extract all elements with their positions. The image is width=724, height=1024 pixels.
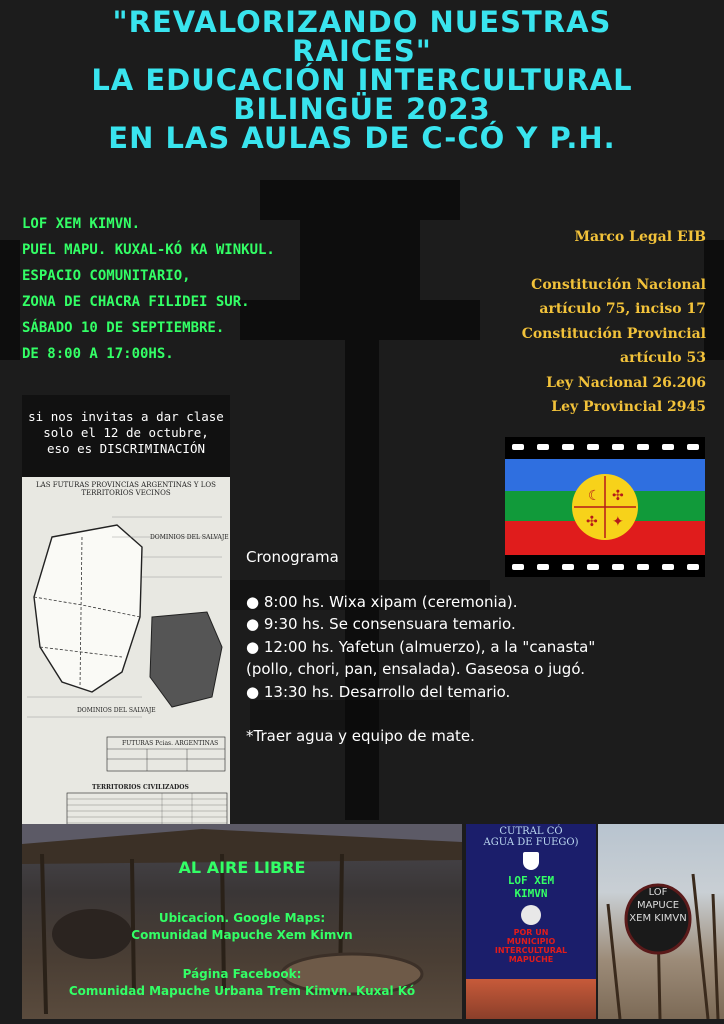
shield-icon bbox=[523, 852, 539, 870]
legal-heading: Marco Legal EIB bbox=[574, 229, 706, 245]
facebook-label: Página Facebook: bbox=[182, 967, 302, 981]
sign-line: XEM KIMVN bbox=[629, 913, 687, 924]
schedule-item: ● 13:30 hs. Desarrollo del temario. bbox=[246, 682, 511, 701]
poster-line: MUNICIPIO bbox=[506, 937, 556, 946]
sign-line: MAPUCE bbox=[636, 900, 680, 911]
poster-line: POR UN bbox=[513, 928, 549, 937]
sign-text bbox=[598, 886, 718, 925]
svg-text:☾: ☾ bbox=[588, 488, 601, 504]
legal-framework bbox=[522, 225, 706, 420]
event-line: LOF XEM KIMVN. bbox=[22, 216, 141, 232]
map-clipping bbox=[22, 395, 230, 825]
flag-top-pattern bbox=[505, 439, 705, 455]
schedule-item: ● 8:00 hs. Wixa xipam (ceremonia). bbox=[246, 592, 518, 611]
map-region-label: DOMINIOS DEL SALVAJE bbox=[150, 534, 229, 541]
svg-text:✣: ✣ bbox=[612, 488, 624, 504]
schedule-item: (pollo, chori, pan, ensalada). Gaseosa o jugó. bbox=[246, 660, 585, 678]
poster-line: CUTRAL CÓ bbox=[499, 826, 563, 837]
title-line: EN LAS AULAS DE C-CÓ Y P.H. bbox=[108, 121, 616, 155]
kultrun-icon bbox=[570, 472, 640, 542]
emblem-icon bbox=[521, 905, 541, 925]
title-line: BILINGÜE 2023 bbox=[233, 92, 491, 126]
legal-line: Ley Nacional 26.206 bbox=[546, 374, 706, 391]
location-info bbox=[22, 910, 462, 944]
background-bar bbox=[704, 240, 724, 360]
poster-landscape bbox=[466, 979, 596, 1019]
sign-line: LOF bbox=[648, 887, 668, 898]
schedule-heading: Cronograma bbox=[246, 548, 339, 566]
historical-map bbox=[22, 497, 230, 825]
event-line: ZONA DE CHACRA FILIDEI SUR. bbox=[22, 294, 250, 310]
title-line: RAICES" bbox=[292, 34, 432, 68]
facebook-value: Comunidad Mapuche Urbana Trem Kimvn. Kuxal Kó bbox=[68, 984, 416, 998]
background-bar bbox=[260, 180, 460, 220]
map-table-title: TERRITORIOS CIVILIZADOS bbox=[92, 784, 189, 791]
map-region-label: DOMINIOS DEL SALVAJE bbox=[77, 707, 156, 714]
schedule bbox=[246, 546, 595, 748]
schedule-item: ● 9:30 hs. Se consensuara temario. bbox=[246, 615, 516, 633]
quote-line: eso es DISCRIMINACIÓN bbox=[46, 441, 206, 456]
event-line: ESPACIO COMUNITARIO, bbox=[22, 268, 191, 284]
event-line: PUEL MAPU. KUXAL-KÓ KA WINKUL. bbox=[22, 242, 275, 258]
poster-line: MAPUCHE bbox=[508, 955, 554, 964]
quote-line: solo el 12 de octubre, bbox=[43, 425, 209, 440]
quote-line: si nos invitas a dar clase bbox=[28, 409, 224, 424]
outdoor-photo bbox=[22, 824, 462, 1019]
title-line: "REVALORIZANDO NUESTRAS bbox=[112, 5, 612, 39]
poster-title bbox=[0, 5, 724, 155]
event-info bbox=[22, 211, 275, 367]
svg-text:✦: ✦ bbox=[612, 514, 624, 530]
svg-text:✣: ✣ bbox=[586, 514, 598, 530]
poster-line: LOF XEM bbox=[507, 874, 555, 887]
photo-label: AL AIRE LIBRE bbox=[178, 858, 306, 877]
community-sign-photo bbox=[598, 824, 724, 1019]
map-title: LAS FUTURAS PROVINCIAS ARGENTINAS Y LOS TERRITORIOS VECINOS bbox=[36, 481, 216, 497]
legal-line: artículo 53 bbox=[620, 350, 706, 366]
campaign-poster bbox=[466, 824, 596, 1019]
poster-line: AGUA DE FUEGO) bbox=[483, 837, 579, 848]
clipping-quote bbox=[22, 395, 230, 477]
location-label: Ubicacion. Google Maps: bbox=[158, 911, 326, 925]
schedule-item: ● 12:00 hs. Yafetun (almuerzo), a la "canasta" bbox=[246, 637, 596, 656]
legal-line: Constitución Provincial bbox=[521, 325, 706, 342]
facebook-info bbox=[22, 966, 462, 1000]
background-bar bbox=[240, 300, 480, 340]
legal-line: Constitución Nacional bbox=[531, 276, 706, 293]
legal-line: artículo 75, inciso 17 bbox=[539, 301, 706, 317]
poster-line: INTERCULTURAL bbox=[494, 946, 568, 955]
background-bar bbox=[300, 220, 420, 300]
legal-line: Ley Provincial 2945 bbox=[551, 399, 706, 415]
background-bar bbox=[0, 240, 20, 360]
map-table-title: FUTURAS Pcias. ARGENTINAS bbox=[122, 740, 219, 747]
location-value: Comunidad Mapuche Xem Kimvn bbox=[131, 928, 353, 942]
event-line: SÁBADO 10 DE SEPTIEMBRE. bbox=[22, 320, 225, 336]
schedule-note: *Traer agua y equipo de mate. bbox=[246, 727, 475, 745]
event-line: DE 8:00 A 17:00HS. bbox=[22, 346, 174, 362]
poster-line: KIMVN bbox=[514, 887, 548, 900]
title-line: LA EDUCACIÓN INTERCULTURAL bbox=[91, 63, 633, 97]
